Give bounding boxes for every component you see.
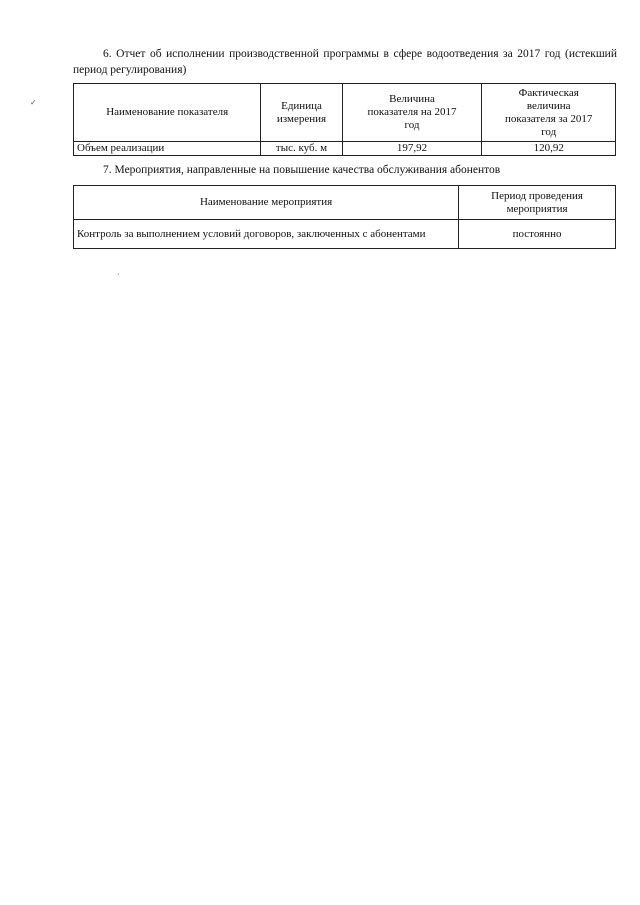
row-planned-value: 197,92 <box>342 142 482 156</box>
table-header-row <box>74 84 616 142</box>
section-6-heading: 6. Отчет об исполнении производственной программы в сфере водоотведения за 2017 год (истекший период регулирования) <box>73 48 617 76</box>
service-quality-measures-table <box>73 185 616 249</box>
table-header-row <box>74 186 616 220</box>
scan-mark: ✓ <box>30 98 37 107</box>
section-7-heading: 7. Мероприятия, направленные на повышение качества обслуживания абонентов <box>103 164 501 176</box>
row-measure-period: постоянно <box>459 220 616 249</box>
table-row <box>74 142 616 156</box>
header-measure-period: Период проведения мероприятия <box>459 186 616 220</box>
row-unit: тыс. куб. м <box>261 142 342 156</box>
row-actual-value: 120,92 <box>482 142 616 156</box>
header-planned-value: Величина показателя на 2017 год <box>342 84 482 142</box>
header-actual-value: Фактическая величина показателя за 2017 год <box>482 84 616 142</box>
row-measure-name: Контроль за выполнением условий договоров, заключенных с абонентами <box>74 220 459 249</box>
scan-dot: · <box>117 270 120 279</box>
header-indicator-name: Наименование показателя <box>74 84 261 142</box>
production-program-report-table <box>73 83 616 156</box>
header-measure-name: Наименование мероприятия <box>74 186 459 220</box>
table-row <box>74 220 616 249</box>
header-unit: Единица измерения <box>261 84 342 142</box>
row-indicator-name: Объем реализации <box>74 142 261 156</box>
